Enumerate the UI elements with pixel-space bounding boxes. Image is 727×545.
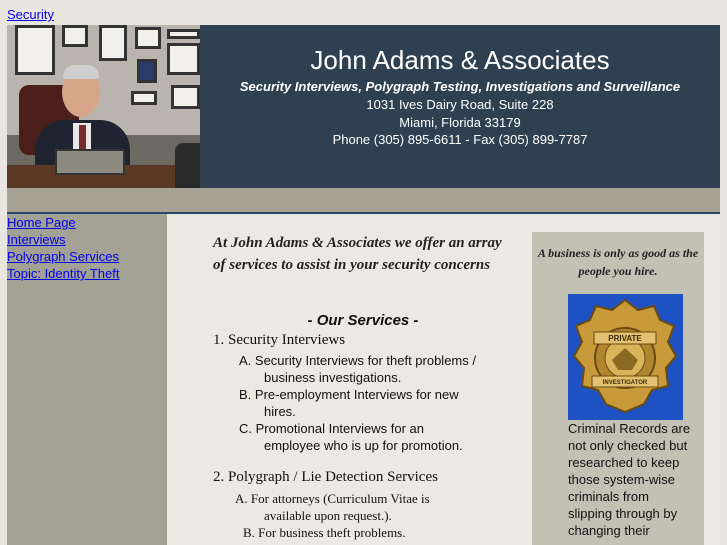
nav-polygraph-services[interactable]: Polygraph Services <box>7 249 119 264</box>
badge-bottom-text: INVESTIGATOR <box>602 380 648 386</box>
service-2b-line-1: B. For business theft problems. <box>243 525 406 540</box>
hiring-sidebar-box <box>532 232 704 545</box>
service-1a-line-2: business investigations. <box>264 370 402 385</box>
service-1a-line-1: A. Security Interviews for theft problems / <box>239 353 476 368</box>
service-1c-line-1: C. Promotional Interviews for an <box>239 421 424 436</box>
security-link[interactable]: Security <box>7 7 54 22</box>
sidebar-nav <box>7 214 167 545</box>
address-line-1: 1031 Ives Dairy Road, Suite 228 <box>366 97 554 112</box>
criminal-records-text <box>568 420 698 539</box>
intro-text: At John Adams & Associates we offer an array of services to assist in your security concerns <box>213 235 502 273</box>
office-photo <box>7 25 200 188</box>
service-2a-line-2: available upon request.). <box>264 508 392 523</box>
badge-image <box>568 294 683 420</box>
criminal-records-line: slipping through by <box>568 506 678 521</box>
criminal-records-line: changing their <box>568 523 650 538</box>
service-1b-line-2: hires. <box>264 404 296 419</box>
site-title: John Adams & Associates <box>310 45 610 75</box>
header-band <box>7 188 720 212</box>
address-line-2: Miami, Florida 33179 <box>399 115 521 130</box>
criminal-records-line: researched to keep <box>568 455 680 470</box>
phone-fax-line: Phone (305) 895-6611 - Fax (305) 899-7787 <box>332 132 588 147</box>
criminal-records-line: those system-wise <box>568 472 675 487</box>
nav-home-page[interactable]: Home Page <box>7 215 76 230</box>
service-2a-line-1: A. For attorneys (Curriculum Vitae is <box>235 491 430 506</box>
services-heading: - Our Services - <box>307 312 419 329</box>
nav-identity-theft[interactable]: Topic: Identity Theft <box>7 266 120 281</box>
nav-interviews[interactable]: Interviews <box>7 232 66 247</box>
badge-top-text: PRIVATE <box>608 334 642 343</box>
private-investigator-badge-icon <box>568 294 683 420</box>
criminal-records-line: not only checked but <box>568 438 688 453</box>
service-1-title: 1. Security Interviews <box>213 332 346 348</box>
service-1b-line-1: B. Pre-employment Interviews for new <box>239 387 459 402</box>
criminal-records-line: criminals from <box>568 489 649 504</box>
service-1c-line-2: employee who is up for promotion. <box>264 438 463 453</box>
hiring-quote: A business is only as good as the people you hire. <box>537 246 699 278</box>
criminal-records-line: Criminal Records are <box>568 421 691 436</box>
site-subtitle: Security Interviews, Polygraph Testing, Investigations and Surveillance <box>239 79 681 94</box>
site-header <box>7 25 720 188</box>
service-2-title: 2. Polygraph / Lie Detection Services <box>213 469 438 485</box>
